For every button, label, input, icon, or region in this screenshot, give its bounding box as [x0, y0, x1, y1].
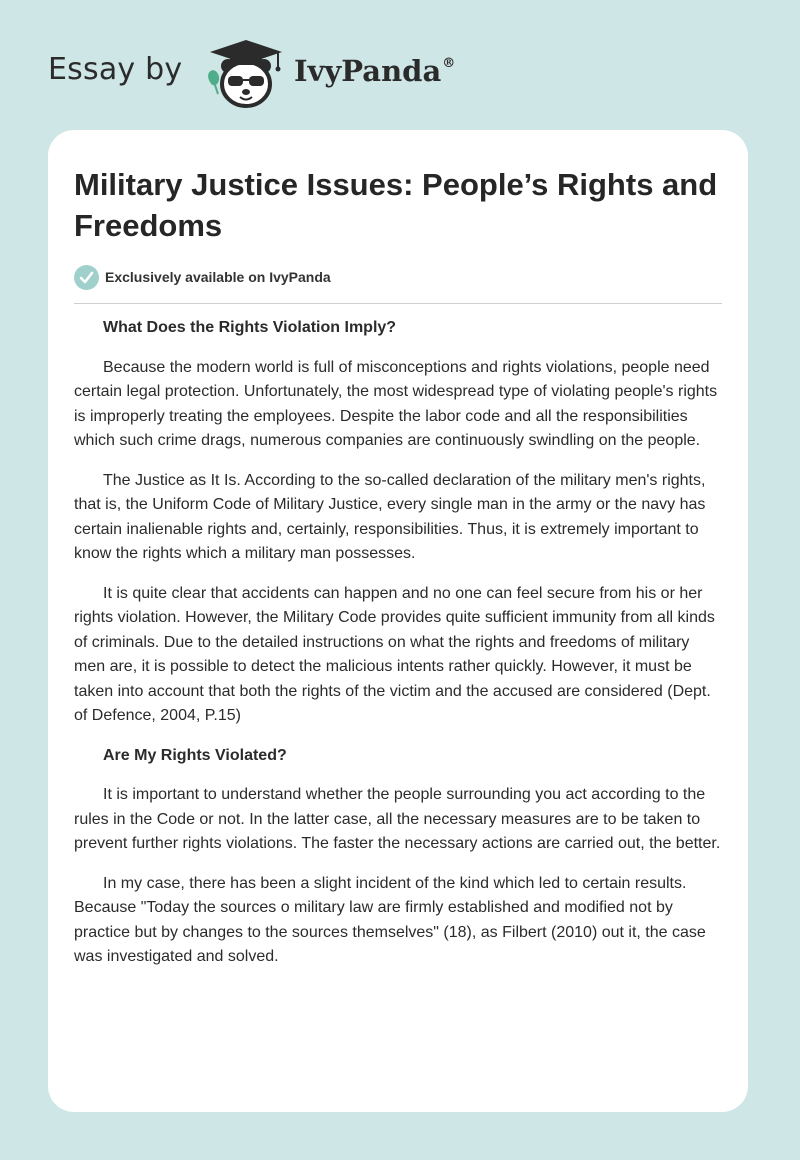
- site-header: [48, 32, 648, 112]
- paragraph: Because the modern world is full of misconceptions and rights violations, people need certain legal protection. Unfortunately, the most widespread type of violating people's rights is improperly treating the employees. Despite the labor code and all the responsibilities which such crime drags, numerous companies are continuously swindling on the people.: [74, 358, 718, 449]
- essay-card: [48, 130, 748, 1112]
- exclusive-badge: [74, 264, 331, 290]
- section-heading: Are My Rights Violated?: [103, 746, 287, 764]
- paragraph: It is important to understand whether the people surrounding you act according to the rules in the Code or not. In the latter case, all the necessary measures are to be taken to prevent further rights violations. The faster the necessary actions are carried out, the better.: [74, 786, 721, 852]
- check-icon: [74, 265, 99, 290]
- essay-body: [74, 316, 724, 985]
- panda-logo-icon[interactable]: [200, 36, 292, 112]
- paragraph: The Justice as It Is. According to the so-called declaration of the military men's rights, that is, the Uniform Code of Military Justice, every single man in the army or the navy has certain inalienable rights and, certainly, responsibilities. Thus, it is extremely important to know the rights which a military man possesses.: [74, 471, 706, 562]
- essay-by-label: Essay by: [48, 52, 183, 87]
- page-title: Military Justice Issues: People’s Rights and Freedoms: [74, 167, 718, 243]
- badge-label: Exclusively available on IvyPanda: [105, 269, 331, 285]
- section-heading: What Does the Rights Violation Imply?: [103, 319, 397, 336]
- paragraph: In my case, there has been a slight incident of the kind which led to certain results. Because "Today the sources o military law are firmly established and modified not by practice but by changes to the sources themselves" (18), as Filbert (2010) out it, the case was investigated and solved.: [74, 874, 706, 965]
- divider: [74, 303, 722, 304]
- brand-name[interactable]: IvyPanda®: [294, 54, 456, 88]
- paragraph: It is quite clear that accidents can happen and no one can feel secure from his or her rights violation. However, the Military Code provides quite sufficient immunity from all kinds of criminals. Due to the detailed instructions on what the rights and freedoms of military men are, it is possible to detect the malicious intents rather quickly. However, it must be taken into account that both the rights of the victim and the accused are considered (Dept. of Defence, 2004, P.15): [74, 584, 715, 724]
